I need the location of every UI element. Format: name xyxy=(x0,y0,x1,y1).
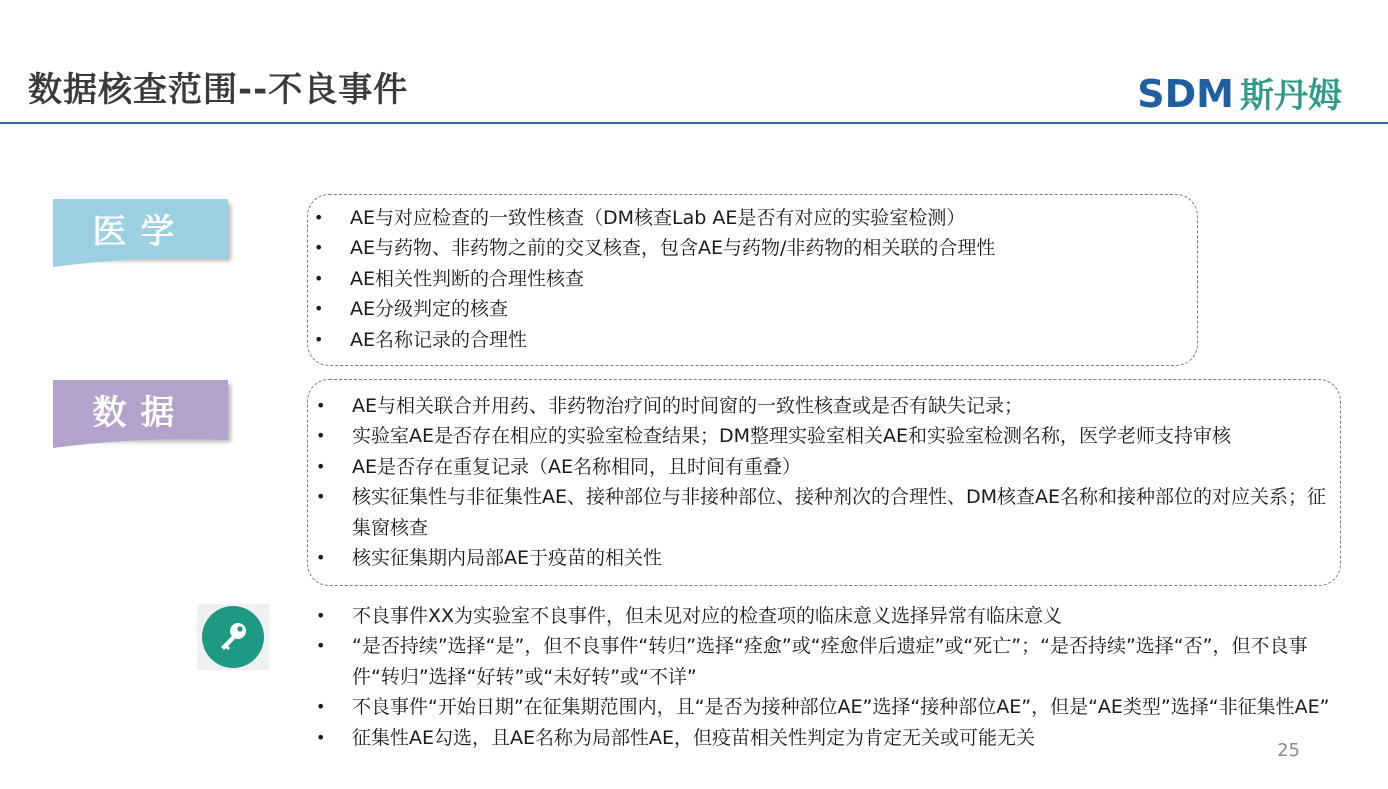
tag-data-label: 数据 xyxy=(92,392,189,433)
tag-medical-label: 医学 xyxy=(92,211,189,252)
key-badge xyxy=(197,604,269,670)
list-item: • AE与相关联合并用药、非药物治疗间的时间窗的一致性核查或是否有缺失记录； xyxy=(310,391,1338,421)
list-item: • 核实征集期内局部AE于疫苗的相关性 xyxy=(310,543,1338,573)
brand-logo xyxy=(1137,68,1342,117)
list-item: • AE与药物、非药物之前的交叉核查，包含AE与药物/非药物的相关联的合理性 xyxy=(308,233,1188,263)
page-number: 25 xyxy=(1277,740,1300,761)
list-item: • AE是否存在重复记录（AE名称相同，且时间有重叠） xyxy=(310,452,1338,482)
list-item: • AE相关性判断的合理性核查 xyxy=(308,264,1188,294)
list-item: • AE与对应检查的一致性核查（DM核查Lab AE是否有对应的实验室检测） xyxy=(308,203,1188,233)
key-icon xyxy=(202,606,264,668)
list-item: • 核实征集性与非征集性AE、接种部位与非接种部位、接种剂次的合理性、DM核查AE名称和接种部位的对应关系；征集窗核查 xyxy=(310,482,1338,543)
tag-medical xyxy=(53,199,228,257)
medical-list xyxy=(308,203,1188,355)
list-item: • 不良事件“开始日期”在征集期范围内，且“是否为接种部位AE”选择“接种部位AE”，但是“AE类型”选择“非征集性AE” xyxy=(310,692,1330,722)
list-item: • 不良事件XX为实验室不良事件，但未见对应的检查项的临床意义选择异常有临床意义 xyxy=(310,601,1330,631)
slide-title: 数据核查范围--不良事件 xyxy=(28,70,409,110)
key-rules-list xyxy=(310,601,1330,753)
list-item: • “是否持续”选择“是”，但不良事件“转归”选择“痊愈”或“痊愈伴后遗症”或“死亡”；“是否持续”选择“否”，但不良事件“转归”选择“好转”或“未好转”或“不详” xyxy=(310,631,1330,692)
tag-curl-decoration xyxy=(53,255,228,267)
list-item: • AE名称记录的合理性 xyxy=(308,325,1188,355)
title-divider xyxy=(0,122,1388,124)
list-item: • 征集性AE勾选，且AE名称为局部性AE，但疫苗相关性判定为肯定无关或可能无关 xyxy=(310,723,1330,753)
list-item: • 实验室AE是否存在相应的实验室检查结果；DM整理实验室相关AE和实验室检测名称，医学老师支持审核 xyxy=(310,421,1338,451)
tag-data xyxy=(53,380,228,438)
data-list xyxy=(310,391,1338,573)
brand-latin: SDM xyxy=(1137,72,1234,116)
brand-cn: 斯丹姆 xyxy=(1240,76,1342,116)
list-item: • AE分级判定的核查 xyxy=(308,294,1188,324)
tag-curl-decoration xyxy=(53,436,228,448)
